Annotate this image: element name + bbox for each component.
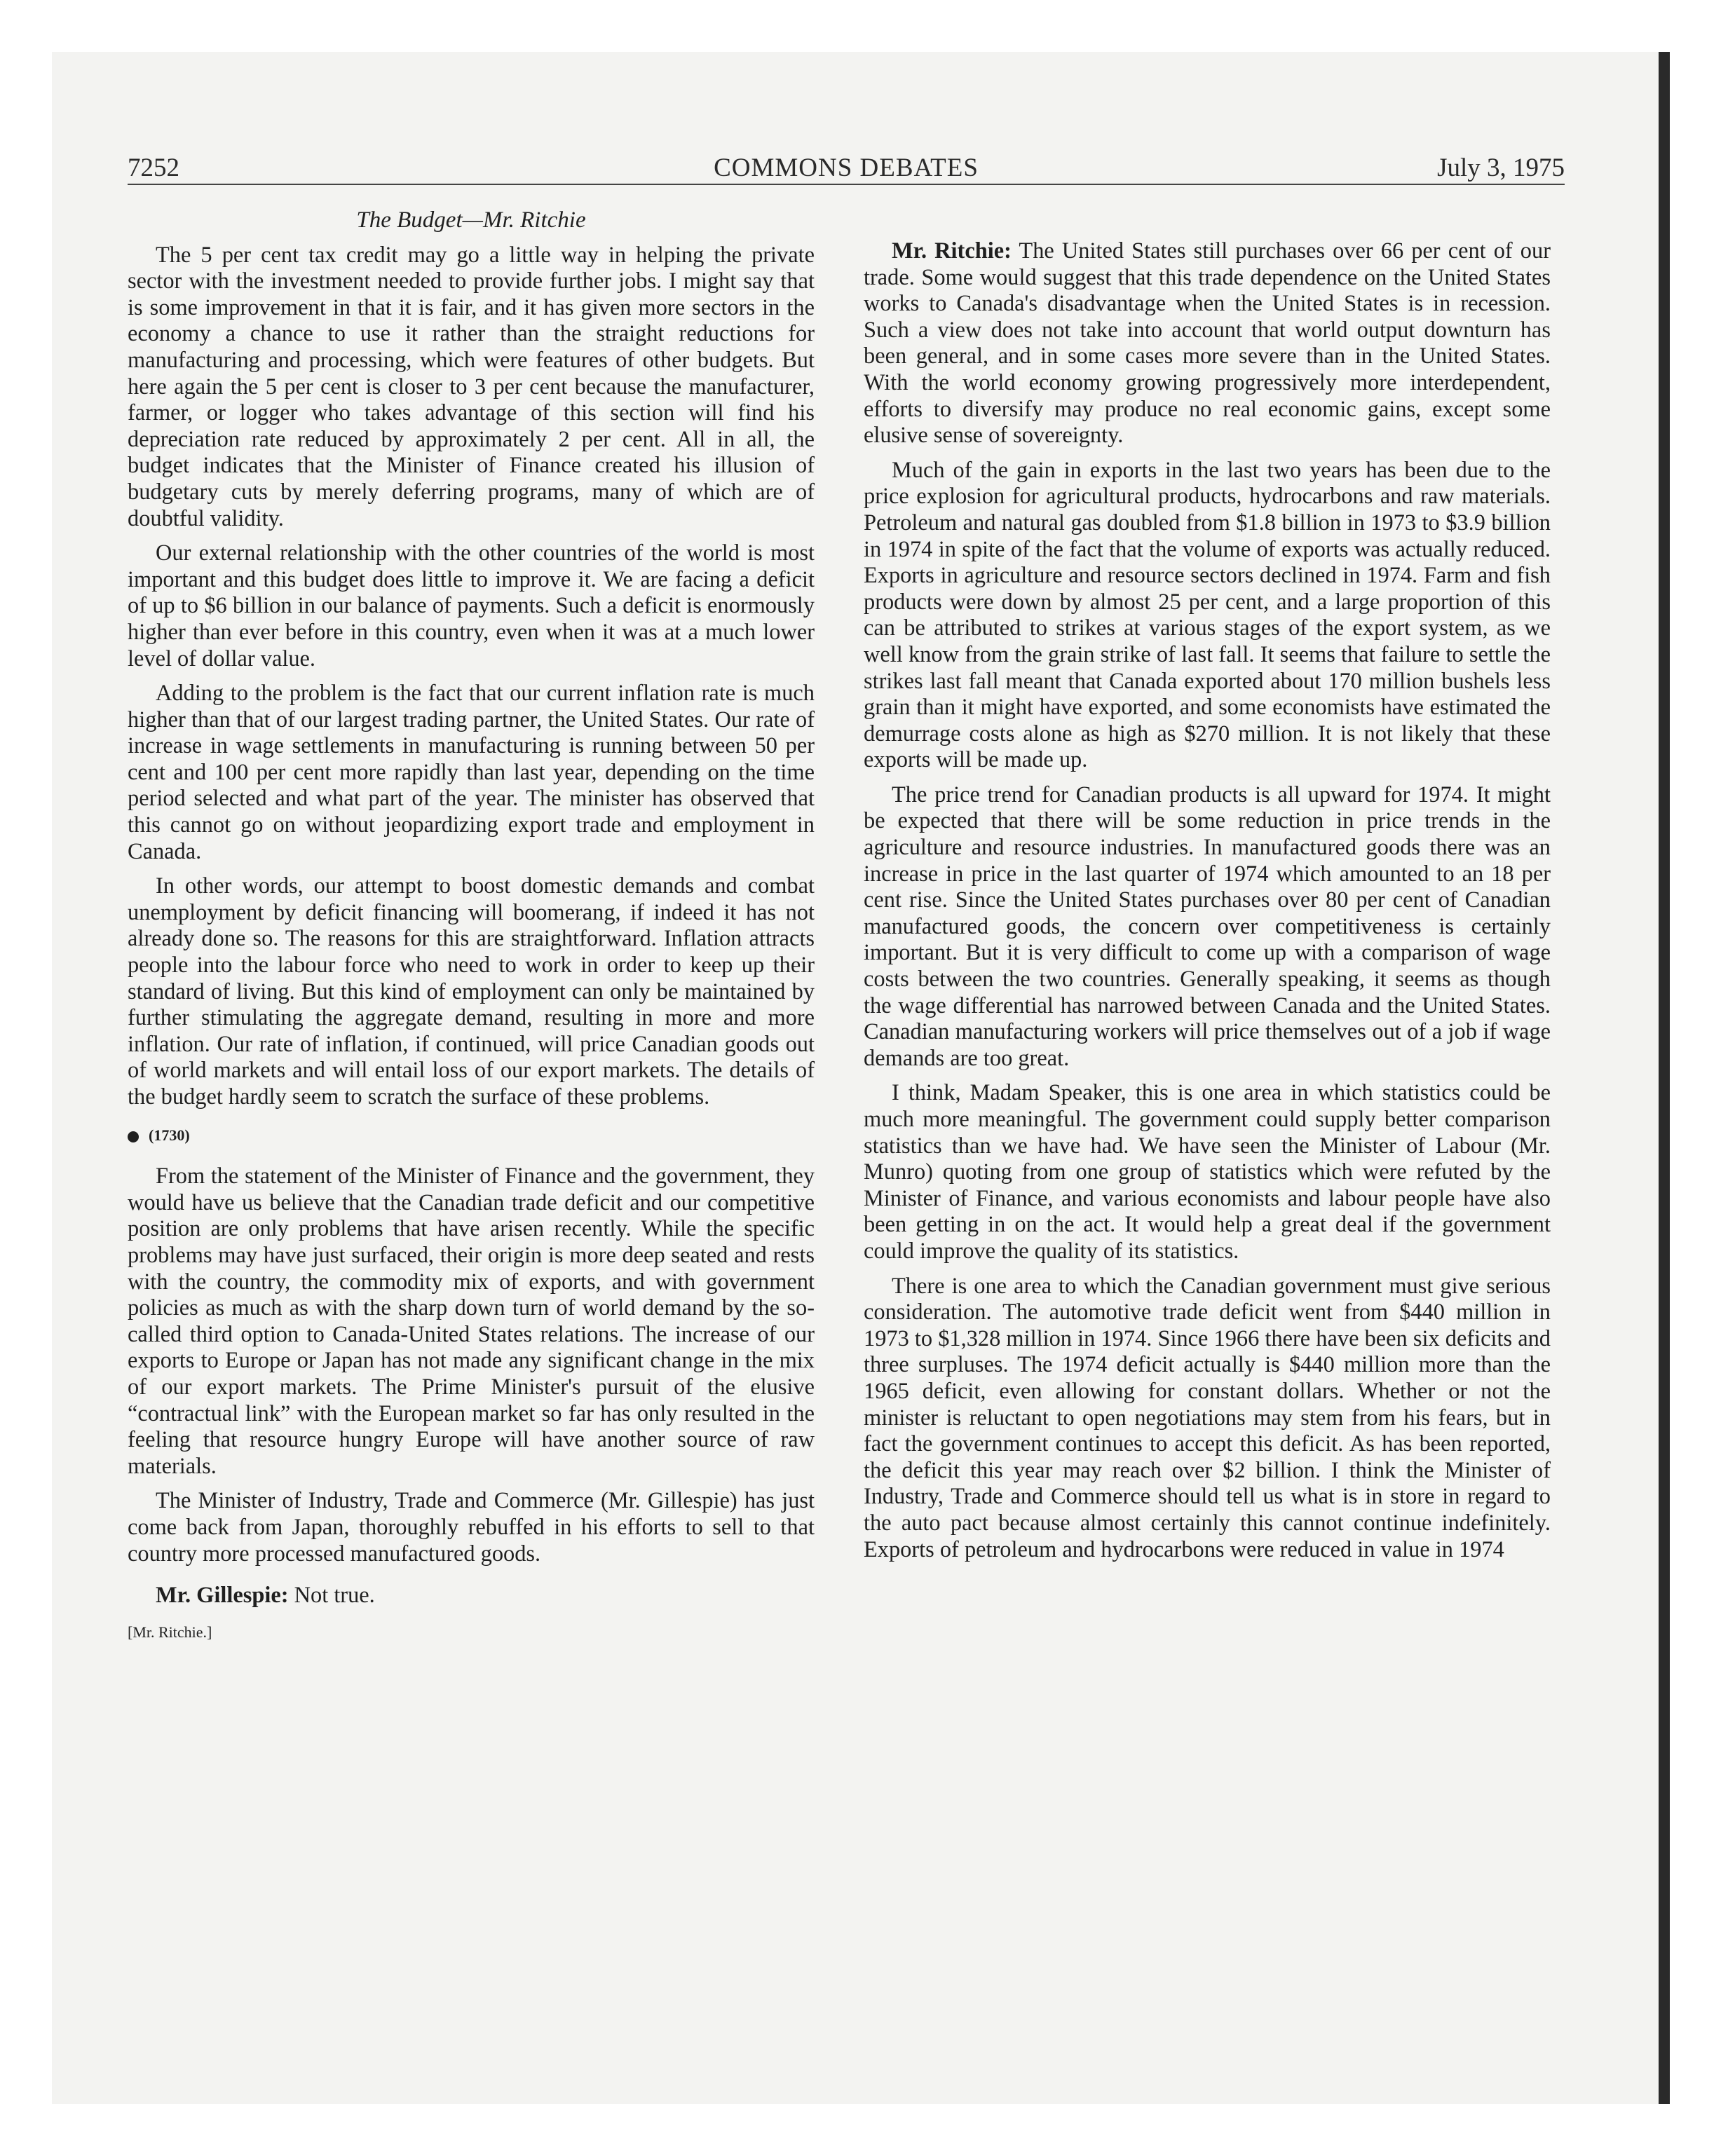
paragraph: The 5 per cent tax credit may go a little way in helping the private sector with the investment needed to provide further jobs. I might say that is some improvement in that it is fair, and it has given more sectors in the economy a chance to use it rather than the straight reductions for manufacturing and processing, which were features of other budgets. But here again the 5 per cent is closer to 3 per cent because the manufacturer, farmer, or logger who takes advantage of this section will find his depreciation rate reduced by approximately 2 per cent. All in all, the budget indicates that the Minister of Finance created his illusion of budgetary cuts by merely deferring programs, many of which are of doubtful validity. <box>128 242 815 531</box>
speaker-name: Mr. Ritchie: <box>892 238 1012 264</box>
paragraph: From the statement of the Minister of Finance and the government, they would have us believe that the Canadian trade deficit and our competitive position are only problems that have arisen recently. While the specific problems may have just surfaced, their origin is more deep seated and rests with the country, the commodity mix of exports, and with government policies as much as with the sharp down turn of world demand by the so-called third option to Canada-United States relations. The increase of our exports to Europe or Japan has not made any significant change in the mix of our export markets. The Prime Minister's pursuit of the elusive “contractual link” with the European market so far has only resulted in the feeling that resource hungry Europe will have another source of raw materials. <box>128 1164 815 1479</box>
left-column <box>128 207 815 1645</box>
section-subhead: The Budget—Mr. Ritchie <box>356 207 586 233</box>
page-number: 7252 <box>128 153 179 182</box>
right-column <box>864 238 1551 1571</box>
bullet-icon <box>128 1131 139 1142</box>
paragraph: There is one area to which the Canadian government must give serious consideration. The automotive trade deficit went from $440 million in 1973 to $1,328 million in 1974. Since 1966 there have been six deficits and three surpluses. The 1974 deficit actually is $440 million more than the 1965 deficit, even allowing for constant dollars. Whether or not the minister is reluctant to open negotiations may stem from his fears, but in fact the government continues to accept this deficit. As has been reported, the deficit this year may reach over $2 billion. I think the Minister of Industry, Trade and Commerce should tell us what is in store in regard to the auto pact because almost certainly this cannot continue indefinitely. Exports of petroleum and hydrocarbons were reduced in value in 1974 <box>864 1273 1551 1562</box>
paragraph: Much of the gain in exports in the last two years has been due to the price explosion for agricultural products, hydrocarbons and raw materials. Petroleum and natural gas doubled from $1.8 billion in 1973 to $3.9 billion in 1974 in spite of the fact that the volume of exports was actually reduced. Exports in agriculture and resource sectors declined in 1974. Farm and fish products were down by almost 25 per cent, and a large proportion of this can be attributed to strikes at various stages of the export system, as we well know from the grain strike of last fall. It seems that failure to settle the strikes last fall meant that Canada exported about 170 million bushels less grain than it might have exported, and some economists have estimated the demurrage costs alone as high as $270 million. It is not likely that these exports will be made up. <box>864 457 1551 773</box>
speaker-text: The United States still purchases over 66 per cent of our trade. Some would suggest that this trade dependence on the United States works to Canada's disadvantage when the United States is in recession. Such a view does not take into account that world output downturn has been general, and in some cases more severe than in the United States. With the world economy growing progressively more interdependent, efforts to diversify may produce no real economic gains, except some elusive sense of sovereignty. <box>864 238 1551 449</box>
time-marker <box>128 1122 815 1149</box>
footnote: [Mr. Ritchie.] <box>128 1623 212 1641</box>
scan-edge-bar <box>1659 52 1670 2104</box>
publication-title: COMMONS DEBATES <box>714 153 979 182</box>
speaker-name: Mr. Gillespie: <box>156 1583 289 1609</box>
speaker-paragraph <box>864 238 1551 449</box>
speaker-text: Not true. <box>288 1583 375 1609</box>
paragraph: I think, Madam Speaker, this is one area in which statistics could be much more meaningful. The government could supply better comparison statistics than we have had. We have seen the Minister of Labour (Mr. Munro) quoting from one group of statistics which were refuted by the Minister of Finance, and various economists and labour people have also been getting in on the act. It would help a great deal if the government could improve the quality of its statistics. <box>864 1080 1551 1264</box>
paragraph: The Minister of Industry, Trade and Commerce (Mr. Gillespie) has just come back from Japan, thoroughly rebuffed in his efforts to sell to that country more processed manufactured goods. <box>128 1488 815 1567</box>
header-rule <box>128 184 1565 185</box>
paragraph: The price trend for Canadian products is all upward for 1974. It might be expected that there will be some reduction in price trends in the agriculture and resource industries. In manufactured goods there was an increase in price in the last quarter of 1974 which amounted to an 18 per cent rise. Since the United States purchases over 80 per cent of Canadian manufactured goods, the concern over competitiveness is certainly important. But it is very difficult to come up with a comparison of wage costs between the two countries. Generally speaking, it seems as though the wage differential has narrowed between Canada and the United States. Canadian manufacturing workers will price themselves out of a job if wage demands are too great. <box>864 782 1551 1071</box>
paragraph: In other words, our attempt to boost domestic demands and combat unemployment by deficit financing will boomerang, if indeed it has not already done so. The reasons for this are straightforward. Inflation attracts people into the labour force who need to work in order to keep up their standard of living. But this kind of employment can only be maintained by further stimulating the aggregate demand, resulting in more and more inflation. Our rate of inflation, if continued, will price Canadian goods out of world markets and will entail loss of our export markets. The details of the budget hardly seem to scratch the surface of these problems. <box>128 873 815 1110</box>
paragraph: Our external relationship with the other countries of the world is most important and this budget does little to improve it. We are facing a deficit of up to $6 billion in our balance of payments. Such a deficit is enormously higher than ever before in this country, even when it was at a much lower level of dollar value. <box>128 540 815 671</box>
speaker-paragraph <box>128 1583 815 1609</box>
time-marker-text: (1730) <box>149 1126 190 1144</box>
paragraph: Adding to the problem is the fact that our current inflation rate is much higher than that of our largest trading partner, the United States. Our rate of increase in wage settlements in manufacturing is running between 50 per cent and 100 per cent more rapidly than last year, depending on the time period selected and what part of the year. The minister has observed that this cannot go on without jeopardizing export trade and employment in Canada. <box>128 681 815 864</box>
publication-date: July 3, 1975 <box>1437 153 1565 182</box>
